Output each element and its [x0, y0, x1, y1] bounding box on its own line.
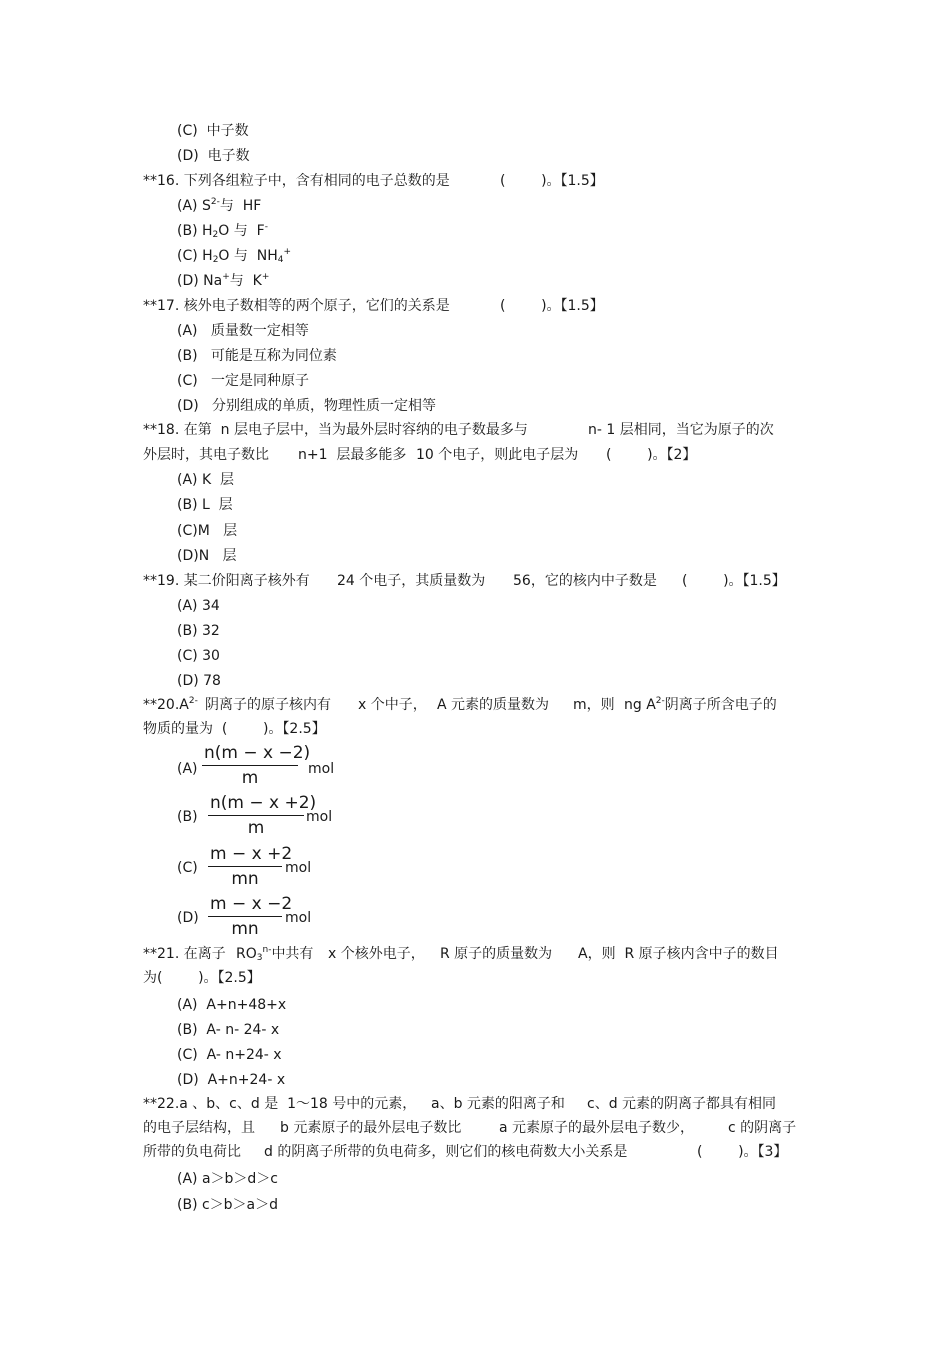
- numerator: m − x −2: [210, 894, 293, 914]
- q21-option-a: (A) A+n+48+x: [177, 997, 287, 1013]
- q19-option-d: (D) 78: [177, 673, 221, 689]
- q17-option-a: (A) 质量数一定相等: [177, 323, 309, 339]
- q20-option-c-unit: mol: [285, 860, 312, 876]
- q18-option-a: (A) K 层: [177, 472, 235, 488]
- option-c: (C) 中子数: [177, 123, 249, 139]
- q22-option-a: (A) a＞b＞d＞c: [177, 1171, 279, 1187]
- q17-stem: **17. 核外电子数相等的两个原子，它们的关系是: [143, 298, 450, 314]
- option-d: (D) 电子数: [177, 148, 250, 164]
- q20-option-b-label: (B): [177, 809, 198, 825]
- q22-blank: ( )。【3】: [697, 1144, 788, 1160]
- q19-option-a: (A) 34: [177, 598, 220, 614]
- q20-option-a-label: (A): [177, 761, 198, 777]
- fraction-bar: [208, 916, 282, 917]
- q21-stem-5: A，则 R 原子核内含中子的数目: [578, 946, 779, 962]
- q18-option-c: (C)M 层: [177, 523, 238, 539]
- q17-option-d: (D) 分别组成的单质，物理性质一定相等: [177, 398, 437, 414]
- q16-option-b: (B) $H_2O$ 与 F-: [177, 222, 268, 240]
- q22-line2-a: 的电子层结构，且: [143, 1120, 255, 1136]
- q21-stem-3: x 个核外电子，: [328, 946, 425, 962]
- q16-option-a: (A) $S^{2-}$与 HF: [177, 197, 262, 214]
- q20-option-d-unit: mol: [285, 910, 312, 926]
- q20-stem-4: A 元素的质量数为: [437, 697, 550, 713]
- q19-blank: ( )。【1.5】: [682, 573, 786, 589]
- q20-option-a-unit: mol: [308, 761, 335, 777]
- q17-option-c: (C) 一定是同种原子: [177, 373, 310, 389]
- fraction-bar: [202, 765, 298, 766]
- denominator: m: [247, 818, 265, 838]
- q19-stem-1: **19. 某二价阳离子核外有: [143, 573, 310, 589]
- q16-option-c: (C) $H_2O$ 与 $NH_4^+$: [177, 247, 292, 265]
- q17-blank: ( )。【1.5】: [500, 298, 604, 314]
- q22-line1-b: a、b 元素的阳离子和: [431, 1096, 565, 1112]
- numerator: n(m − x −2): [204, 743, 311, 763]
- q22-line1-a: **22.a 、b、c、d 是 1～18 号中的元素，: [143, 1096, 417, 1112]
- q20-option-b-fraction: [208, 793, 317, 838]
- denominator: m: [241, 768, 259, 788]
- fraction-bar: [208, 866, 282, 867]
- q22-line3-a: 所带的负电荷比: [143, 1144, 241, 1160]
- q18-line2-b: n+1 层最多能多: [298, 447, 407, 463]
- q20-stem-1: $**20.A^{2-}$: [143, 696, 198, 713]
- q20-line2: 物质的量为 ( )。【2.5】: [143, 721, 326, 737]
- q22-option-b: (B) c＞b＞a＞d: [177, 1197, 279, 1213]
- q20-option-c-label: (C): [177, 860, 198, 876]
- q18-option-d: (D)N 层: [177, 548, 237, 564]
- q16-blank: ( )。【1.5】: [500, 173, 604, 189]
- q21-stem-1: **21. 在离子: [143, 946, 226, 962]
- q19-option-c: (C) 30: [177, 648, 220, 664]
- q22-line2-b: b 元素原子的最外层电子数比: [280, 1120, 462, 1136]
- q18-line1-b: n- 1 层相同，当它为原子的次: [588, 422, 774, 438]
- q16-stem: **16. 下列各组粒子中，含有相同的电子总数的是: [143, 173, 450, 189]
- q20-option-b-unit: mol: [306, 809, 333, 825]
- q16-option-d: (D) Na+与 K+: [177, 272, 270, 289]
- q20-stem-2: 阴离子的原子核内有: [205, 697, 331, 713]
- q22-line2-d: c 的阴离子: [728, 1120, 797, 1136]
- q19-stem-2: 24 个电子，其质量数为: [337, 573, 486, 589]
- numerator: n(m − x +2): [210, 793, 317, 813]
- q18-line2-a: 外层时，其电子数比: [143, 447, 269, 463]
- q22-line3-b: d 的阴离子所带的负电荷多，则它们的核电荷数大小关系是: [264, 1144, 628, 1160]
- q22-line1-c: c、d 元素的阴离子都具有相同: [587, 1096, 777, 1112]
- q20-option-a-fraction: [202, 743, 311, 788]
- q19-stem-3: 56，它的核内中子数是: [513, 573, 657, 589]
- q20-stem-6: ng $A^{2-}$阴离子所含电子的: [624, 696, 777, 713]
- q17-option-b: (B) 可能是互称为同位素: [177, 348, 337, 364]
- q20-option-c-fraction: [208, 844, 293, 889]
- q20-option-d-fraction: [208, 894, 293, 939]
- q22-line2-c: a 元素原子的最外层电子数少，: [499, 1120, 695, 1136]
- q18-blank: ( )。【2】: [606, 447, 697, 463]
- q21-option-d: (D) A+n+24- x: [177, 1072, 286, 1088]
- q18-line1-a: **18. 在第 n 层电子层中，当为最外层时容纳的电子数最多与: [143, 422, 528, 438]
- q21-option-c: (C) A- n+24- x: [177, 1047, 282, 1063]
- q21-stem-4: R 原子的质量数为: [440, 946, 553, 962]
- numerator: m − x +2: [210, 844, 293, 864]
- q21-line2: 为( )。【2.5】: [143, 970, 261, 986]
- denominator: mn: [231, 919, 259, 939]
- denominator: mn: [231, 869, 259, 889]
- q21-stem-2: $RO_3^{n-}$中共有: [236, 945, 314, 963]
- q18-line2-c: 10 个电子，则此电子层为: [416, 447, 579, 463]
- q18-option-b: (B) L 层: [177, 497, 233, 513]
- q19-option-b: (B) 32: [177, 623, 220, 639]
- q20-option-d-label: (D): [177, 910, 199, 926]
- q20-stem-5: m，则: [573, 697, 615, 713]
- q20-stem-3: x 个中子，: [358, 697, 427, 713]
- q21-option-b: (B) A- n- 24- x: [177, 1022, 280, 1038]
- fraction-bar: [208, 815, 304, 816]
